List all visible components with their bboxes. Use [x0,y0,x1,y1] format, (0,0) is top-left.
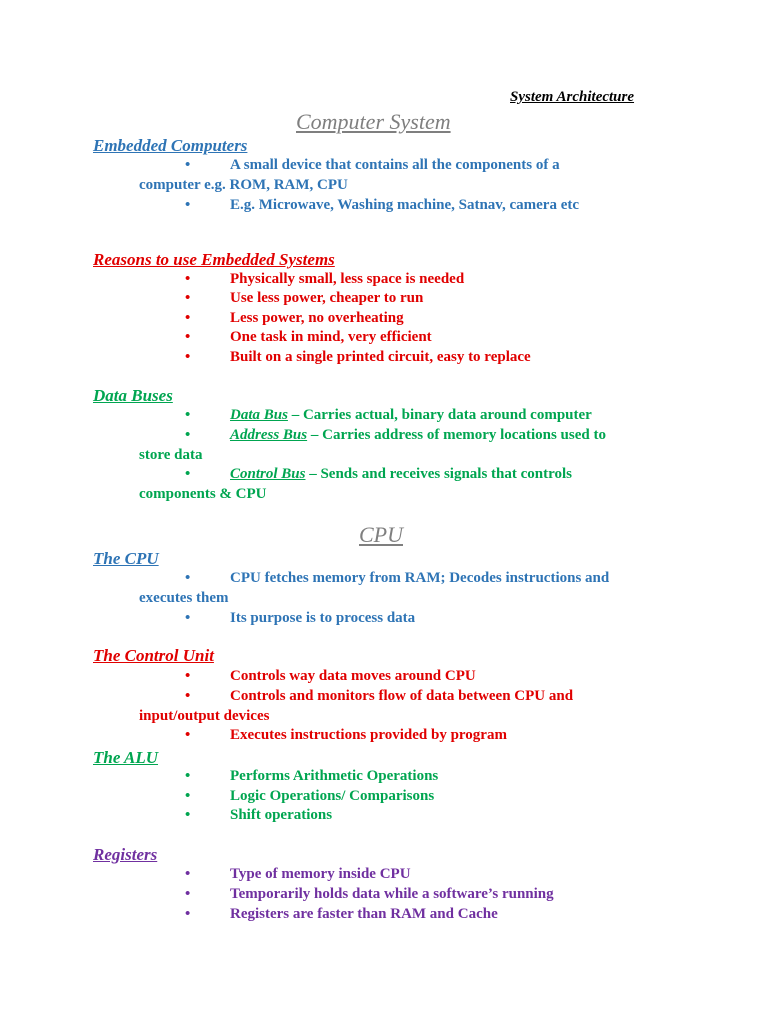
list-item-data-bus: • Data Bus – Carries actual, binary data around computer [185,407,592,423]
list-item: • Executes instructions provided by program [185,727,507,743]
document-header: System Architecture [510,89,635,105]
bullet: • [185,290,191,306]
heading-the-cpu: The CPU [93,549,159,568]
heading-control-unit: The Control Unit [93,646,214,665]
list-item-continuation: input/output devices [139,708,270,724]
list-item-continuation: store data [139,447,203,463]
bullet: • [185,668,191,684]
list-item: • Shift operations [185,807,333,823]
bullet: • [185,906,191,922]
bullet: • [185,688,191,704]
term-address-bus: Address Bus [230,427,308,443]
bullet: • [185,349,191,365]
list-item: • Controls and monitors flow of data between CPU and [185,688,574,704]
bullet: • [185,466,191,482]
heading-reasons-embedded: Reasons to use Embedded Systems [93,250,335,269]
list-item-address-bus: • Address Bus – Carries address of memory locations used to [185,427,606,443]
bullet: • [185,788,191,804]
list-item: • One task in mind, very efficient [185,329,432,345]
list-item: • Temporarily holds data while a software’s running [185,886,554,902]
list-item: • A small device that contains all the components of a [185,157,560,173]
bullet: • [185,271,191,287]
list-item: • Physically small, less space is needed [185,271,465,287]
list-item: • Use less power, cheaper to run [185,290,424,306]
bullet: • [185,197,191,213]
bullet: • [185,727,191,743]
list-item-continuation: components & CPU [139,486,267,502]
list-item: • Its purpose is to process data [185,610,416,626]
bullet: • [185,329,191,345]
list-item: • Type of memory inside CPU [185,866,411,882]
list-item: • Performs Arithmetic Operations [185,768,439,784]
title-computer-system: Computer System [296,109,451,134]
bullet: • [185,407,191,423]
list-item: • Built on a single printed circuit, easy to replace [185,349,531,365]
bullet: • [185,157,191,173]
term-data-bus: Data Bus [230,407,288,423]
heading-embedded-computers: Embedded Computers [93,136,248,155]
term-control-bus: Control Bus [230,466,306,482]
bullet: • [185,866,191,882]
bullet: • [185,570,191,586]
list-item: • CPU fetches memory from RAM; Decodes instructions and [185,570,610,586]
bullet: • [185,427,191,443]
list-item-continuation: executes them [139,590,229,606]
list-item: • E.g. Microwave, Washing machine, Satnav, camera etc [185,197,579,213]
title-cpu: CPU [359,522,403,547]
bullet: • [185,610,191,626]
bullet: • [185,768,191,784]
bullet: • [185,886,191,902]
list-item: • Controls way data moves around CPU [185,668,476,684]
list-item: • Registers are faster than RAM and Cache [185,906,498,922]
heading-the-alu: The ALU [93,748,159,767]
heading-registers: Registers [93,845,158,864]
bullet: • [185,807,191,823]
bullet: • [185,310,191,326]
heading-data-buses: Data Buses [93,386,173,405]
list-item-continuation: computer e.g. ROM, RAM, CPU [139,177,348,193]
list-item: • Logic Operations/ Comparisons [185,788,435,804]
list-item-control-bus: • Control Bus – Sends and receives signals that controls [185,466,573,482]
list-item: • Less power, no overheating [185,310,404,326]
